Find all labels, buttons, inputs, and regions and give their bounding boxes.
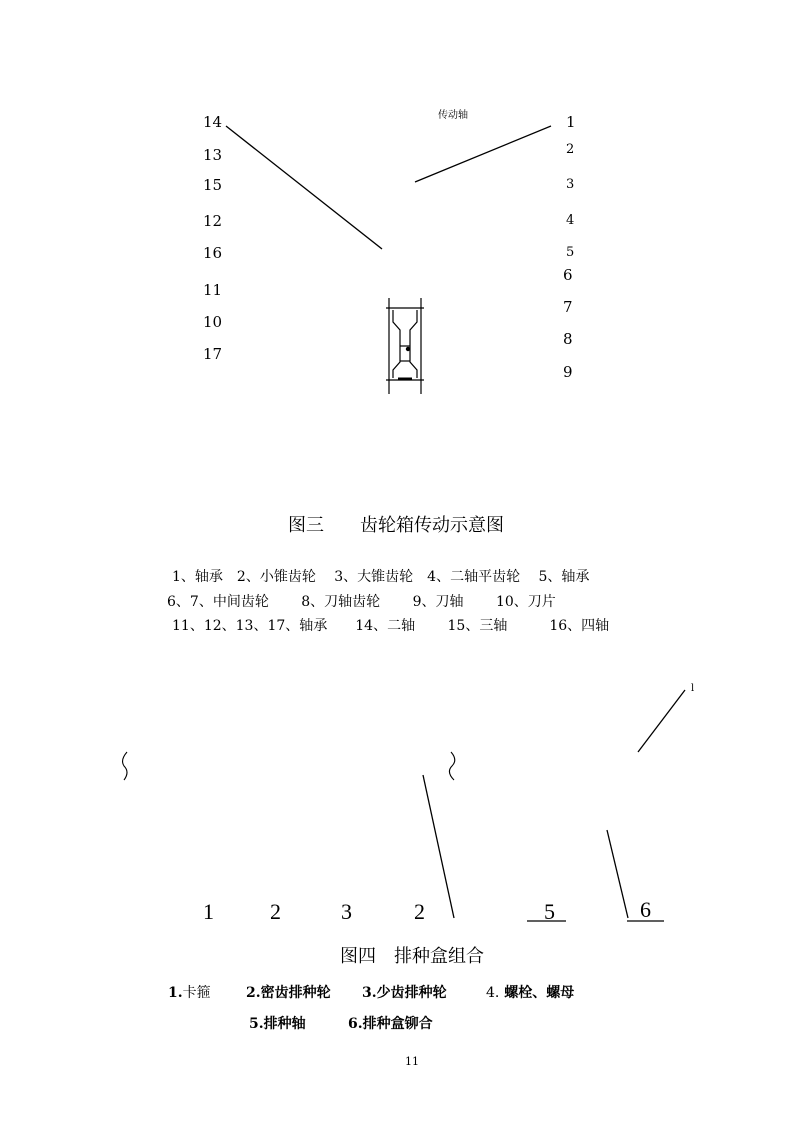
figure3-legend-line-3: 11、12、13、17、轴承 14、二轴 15、三轴 16、四轴 xyxy=(172,618,610,634)
label-10: 10 xyxy=(203,313,223,331)
squiggle-right xyxy=(449,752,454,780)
label-9: 9 xyxy=(563,363,573,381)
leader-line-b xyxy=(638,690,685,752)
label-1: 1 xyxy=(566,113,576,131)
label-15: 15 xyxy=(203,176,223,194)
leader-line-14 xyxy=(226,126,382,249)
label-4: 4 xyxy=(566,213,575,228)
fig4-number-5: 5 xyxy=(544,899,555,924)
figure4-legend-item-6: 6.排种盒铆合 xyxy=(348,1016,433,1032)
label-7: 7 xyxy=(563,298,573,316)
gear-shaft-sketch xyxy=(386,298,424,394)
label-5: 5 xyxy=(566,245,575,260)
figure4-legend-item-2: 2.密齿排种轮 xyxy=(246,985,331,1001)
label-6: 6 xyxy=(563,266,573,284)
corner-mark: l xyxy=(691,683,695,694)
fig4-number-1: 1 xyxy=(203,899,214,924)
fig4-number-3: 3 xyxy=(341,899,352,924)
shaft-note: 传动轴 xyxy=(438,110,468,121)
fig4-number-6: 6 xyxy=(640,897,651,922)
label-2: 2 xyxy=(566,142,575,157)
label-16: 16 xyxy=(203,244,223,262)
figure4-legend-item-3: 3.少齿排种轮 xyxy=(362,985,447,1001)
leader-line-a xyxy=(423,775,454,918)
label-14: 14 xyxy=(203,113,223,131)
squiggle-left xyxy=(123,752,127,780)
label-12: 12 xyxy=(203,212,223,230)
figure3-legend-line-1: 1、轴承 2、小锥齿轮 3、大锥齿轮 4、二轴平齿轮 5、轴承 xyxy=(172,569,590,585)
figure4-legend-item-5: 5.排种轴 xyxy=(249,1016,306,1032)
label-11: 11 xyxy=(203,281,223,299)
fig4-number-2: 2 xyxy=(270,899,281,924)
leader-line-c xyxy=(607,830,628,918)
label-13: 13 xyxy=(203,146,223,164)
leader-line-1 xyxy=(415,126,551,182)
figure4-legend-item-1: 1.卡箍 xyxy=(168,985,211,1001)
figure3-legend-line-2: 6、7、中间齿轮 8、刀轴齿轮 9、刀轴 10、刀片 xyxy=(167,594,556,610)
page-number: 11 xyxy=(405,1055,419,1068)
fig4-number-2b: 2 xyxy=(414,899,425,924)
label-8: 8 xyxy=(563,330,573,348)
figure4-legend-item-4: 4. 螺栓、螺母 xyxy=(486,985,575,1001)
label-3: 3 xyxy=(566,177,575,192)
figure3-title: 图三 齿轮箱传动示意图 xyxy=(288,515,504,536)
gear-shaft-dot xyxy=(406,347,410,351)
label-17: 17 xyxy=(203,345,223,363)
figure4-title: 图四 排种盒组合 xyxy=(340,946,484,967)
